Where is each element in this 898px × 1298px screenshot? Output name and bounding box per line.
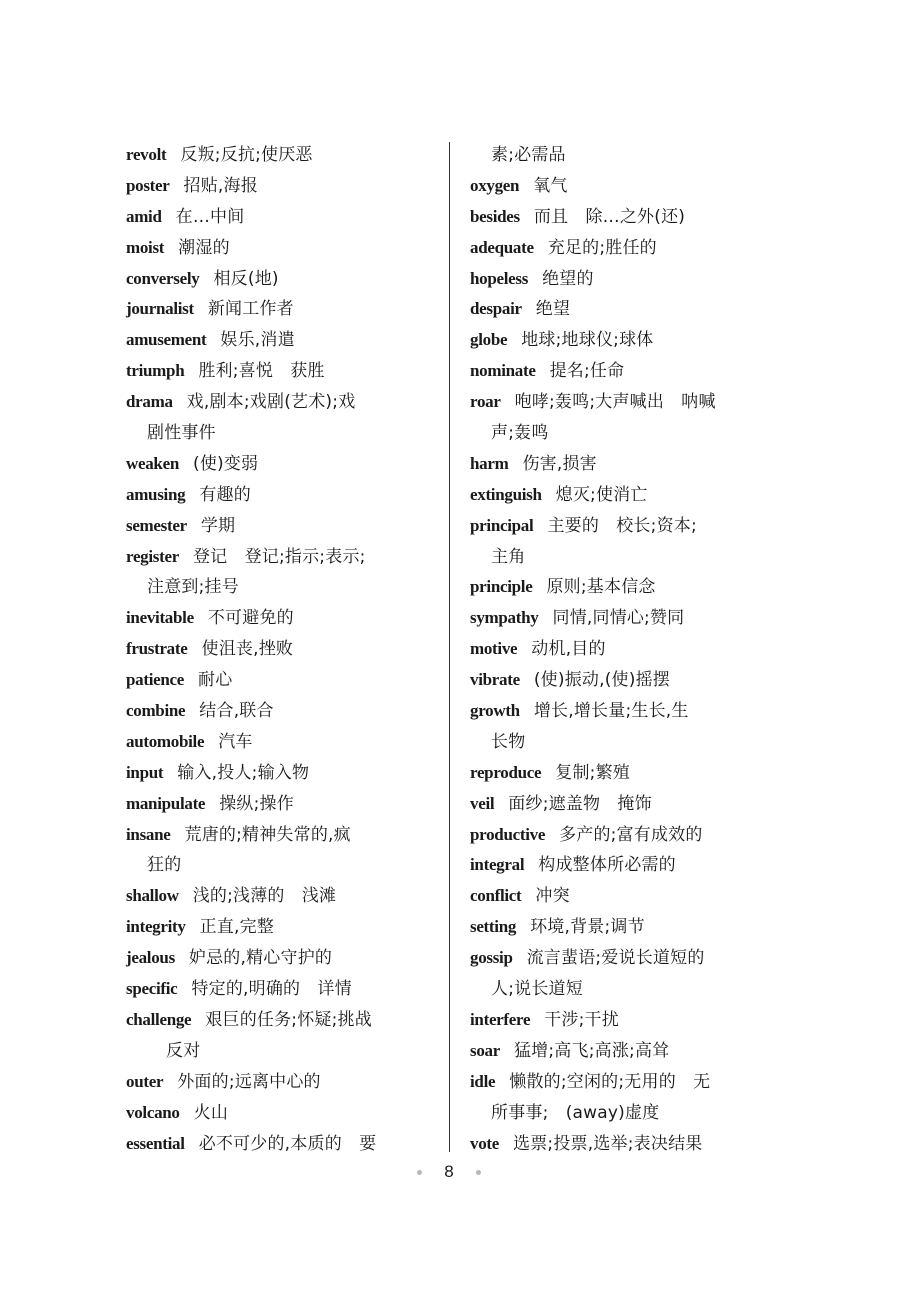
vocab-word: semester [126,515,187,535]
vocab-word: extinguish [470,484,542,504]
vocab-column-right [470,140,776,1159]
vocab-entry [126,171,432,202]
vocab-entry [470,1129,776,1160]
vocab-entry [126,264,432,295]
vocab-definition: 而且 除…之外(还) [533,206,686,227]
vocab-entry [470,449,776,480]
vocab-definition: 剧性事件 [147,423,216,444]
vocab-entry-continuation [126,418,432,449]
vocab-definition: 必不可少的,本质的 要 [198,1133,377,1154]
vocab-word: automobile [126,731,205,751]
vocab-entry [126,789,432,820]
vocab-definition: 反叛;反抗;使厌恶 [180,145,313,165]
vocab-definition: 氧气 [533,175,568,196]
vocab-definition: 咆哮;轰鸣;大声喊出 呐喊 [514,392,716,413]
vocab-definition: 动机,目的 [531,639,606,660]
vocab-word: hopeless [470,268,529,288]
vocab-entry [126,696,432,727]
vocab-definition: 登记 登记;指示;表示; [192,546,366,567]
vocab-word: insane [126,824,171,844]
vocab-word: journalist [126,299,194,319]
vocab-entry [470,850,776,881]
vocab-entry [126,387,432,418]
vocab-entry [470,789,776,820]
vocab-entry [126,1005,432,1036]
vocab-entry [126,294,432,325]
vocab-word: challenge [126,1009,192,1029]
vocab-definition: 复制;繁殖 [555,762,631,783]
vocab-word: setting [470,917,517,937]
vocab-entry [126,912,432,943]
vocab-word: roar [470,392,501,412]
vocab-word: despair [470,299,522,319]
vocab-entry [126,943,432,974]
vocab-entry-continuation [470,974,776,1005]
vocab-entry [126,758,432,789]
vocab-definition: 增长,增长量;生长,生 [533,701,689,722]
vocab-definition: 操纵;操作 [219,793,294,814]
vocab-word: veil [470,793,495,813]
vocab-definition: 猛增;高飞;高涨;高耸 [513,1040,670,1061]
vocab-word: globe [470,330,508,350]
vocab-entry [470,264,776,295]
vocab-definition: 绝望 [535,299,571,320]
vocab-word: drama [126,392,173,412]
vocab-word: register [126,546,179,566]
vocab-definition: 特定的,明确的 详情 [191,979,352,1000]
vocab-definition: 充足的;胜任的 [547,237,657,258]
vocab-word: moist [126,237,165,257]
vocab-definition: 干涉;干扰 [544,1009,619,1030]
vocab-word: manipulate [126,793,206,813]
vocab-entry [470,943,776,974]
vocab-word: harm [470,453,509,473]
vocab-definition: (使)变弱 [192,453,259,474]
vocab-word: amusing [126,484,186,504]
vocab-definition: 招贴,海报 [183,175,258,196]
vocab-word: combine [126,701,186,721]
vocab-entry [470,233,776,264]
vocab-definition: 懒散的;空闲的;无用的 无 [509,1071,711,1092]
vocab-definition: 同情,同情心;赞同 [552,608,685,629]
vocab-definition: 原则;基本信念 [546,577,656,598]
vocab-entry [126,449,432,480]
vocab-entry [126,233,432,264]
vocab-entry [470,171,776,202]
vocab-entry [126,542,432,573]
vocab-word: integral [470,855,525,875]
vocab-word: specific [126,979,178,999]
vocab-word: conflict [470,886,522,906]
vocab-definition: 学期 [200,515,236,536]
vocab-entry [126,356,432,387]
vocab-entry [126,480,432,511]
vocab-entry [126,820,432,851]
vocab-entry-continuation [470,1098,776,1129]
vocab-entry [470,202,776,233]
vocab-definition: 狂的 [147,855,182,876]
bullet-dot-icon [476,1170,481,1175]
vocab-entry [470,325,776,356]
vocab-word: triumph [126,361,185,381]
vocab-entry [126,603,432,634]
vocab-entry-continuation [126,1036,432,1067]
vocab-definition: 戏,剧本;戏剧(艺术);戏 [186,392,356,413]
vocab-definition: 声;轰鸣 [491,423,549,444]
vocab-entry [126,202,432,233]
vocab-definition: 构成整体所必需的 [538,855,676,876]
vocab-definition: 在…中间 [175,206,245,227]
vocab-definition: 火山 [193,1102,229,1123]
vocab-word: growth [470,701,520,721]
vocab-definition: 绝望的 [542,268,594,289]
bullet-dot-icon [417,1170,422,1175]
vocab-entry-continuation [470,140,776,171]
vocab-definition: 耐心 [198,670,233,691]
vocab-entry [470,1036,776,1067]
vocab-entry [126,881,432,912]
vocab-word: frustrate [126,639,188,659]
vocab-entry [126,634,432,665]
vocab-entry [470,696,776,727]
vocab-entry [470,665,776,696]
vocab-definition: 外面的;远离中心的 [177,1071,321,1092]
vocab-word: gossip [470,948,513,968]
page-number: 8 [444,1162,454,1181]
vocab-definition: 熄灭;使消亡 [555,484,648,505]
vocab-definition: 素;必需品 [491,145,566,165]
vocab-definition: 浅的;浅薄的 浅滩 [192,886,337,907]
vocab-entry [126,727,432,758]
vocab-entry [470,634,776,665]
vocab-entry [470,912,776,943]
vocab-entry [470,572,776,603]
vocab-word: jealous [126,948,175,968]
vocab-definition: 使沮丧,挫败 [201,639,294,660]
vocab-definition: 伤害,损害 [522,453,597,474]
vocab-definition: 长物 [491,731,526,752]
vocab-word: volcano [126,1102,180,1122]
vocab-entry [470,511,776,542]
vocab-definition: 多产的;富有成效的 [559,824,703,845]
vocab-entry [126,511,432,542]
vocab-entry-continuation [470,418,776,449]
vocab-entry [470,1067,776,1098]
vocab-column-left [126,140,432,1159]
vocab-entry-continuation [470,542,776,573]
vocab-word: motive [470,639,518,659]
vocab-definition: 所事事; (away)虚度 [491,1102,660,1123]
vocab-word: principle [470,577,533,597]
vocab-word: outer [126,1071,164,1091]
vocab-word: nominate [470,361,536,381]
page-footer [0,1162,898,1182]
vocab-word: sympathy [470,608,539,628]
vocab-word: soar [470,1040,500,1060]
vocab-definition: 正直,完整 [199,917,275,938]
vocab-word: interfere [470,1009,531,1029]
vocab-word: besides [470,206,520,226]
vocab-definition: 新闻工作者 [207,299,294,320]
vocab-definition: 荒唐的;精神失常的,疯 [184,824,351,845]
vocab-entry-continuation [126,572,432,603]
vocab-word: essential [126,1133,185,1153]
vocab-entry-continuation [470,727,776,758]
vocab-definition: 反对 [166,1040,201,1061]
vocab-definition: 有趣的 [199,484,251,505]
vocab-entry [126,140,432,171]
vocab-definition: 面纱;遮盖物 掩饰 [508,793,652,814]
vocab-entry [126,974,432,1005]
vocab-definition: 相反(地) [213,268,279,289]
vocab-word: integrity [126,917,186,937]
vocab-definition: 地球;地球仪;球体 [521,330,654,351]
vocab-definition: 冲突 [535,886,570,907]
vocab-entry [470,603,776,634]
vocab-entry [470,1005,776,1036]
vocab-entry-continuation [126,850,432,881]
vocab-definition: 选票;投票,选举;表决结果 [513,1133,703,1154]
vocab-definition: 主角 [491,546,526,567]
vocab-word: shallow [126,886,179,906]
vocab-definition: 注意到;挂号 [147,577,239,598]
vocab-entry [470,356,776,387]
vocab-word: revolt [126,145,167,164]
vocab-definition: (使)振动,(使)摇摆 [533,670,670,691]
vocab-word: reproduce [470,762,542,782]
vocab-word: amusement [126,330,207,350]
vocab-definition: 输入,投人;输入物 [177,762,310,783]
vocab-entry [470,758,776,789]
vocab-word: amid [126,206,162,226]
column-divider [449,142,450,1152]
vocab-word: poster [126,175,170,195]
vocab-definition: 不可避免的 [207,608,294,629]
vocab-word: vibrate [470,670,520,690]
vocab-entry [126,325,432,356]
vocab-word: input [126,762,164,782]
vocab-entry [470,480,776,511]
vocab-word: productive [470,824,546,844]
vocab-word: adequate [470,237,534,257]
vocab-definition: 人;说长道短 [491,979,583,1000]
vocab-word: idle [470,1071,496,1091]
vocab-entry [126,1098,432,1129]
vocab-word: conversely [126,268,200,288]
vocab-entry [126,665,432,696]
vocab-entry [470,881,776,912]
vocab-word: oxygen [470,175,520,195]
vocab-word: principal [470,515,534,535]
vocab-word: patience [126,670,185,690]
vocab-definition: 妒忌的,精心守护的 [188,948,333,969]
vocab-entry [470,387,776,418]
vocab-definition: 环境,背景;调节 [530,917,645,938]
vocab-word: weaken [126,453,179,473]
vocab-definition: 流言蜚语;爱说长道短的 [526,948,705,969]
vocab-entry [470,294,776,325]
vocab-entry [126,1067,432,1098]
vocab-definition: 娱乐,消遣 [220,330,295,351]
vocab-definition: 胜利;喜悦 获胜 [198,361,325,382]
vocab-definition: 艰巨的任务;怀疑;挑战 [205,1009,372,1030]
vocab-entry [126,1129,432,1160]
vocab-word: vote [470,1133,500,1153]
vocab-entry [470,820,776,851]
vocab-definition: 潮湿的 [178,237,230,258]
vocab-definition: 结合,联合 [199,701,274,722]
vocab-definition: 主要的 校长;资本; [547,515,697,536]
vocab-definition: 汽车 [218,731,253,752]
vocab-definition: 提名;任命 [549,361,625,382]
vocab-word: inevitable [126,608,194,628]
